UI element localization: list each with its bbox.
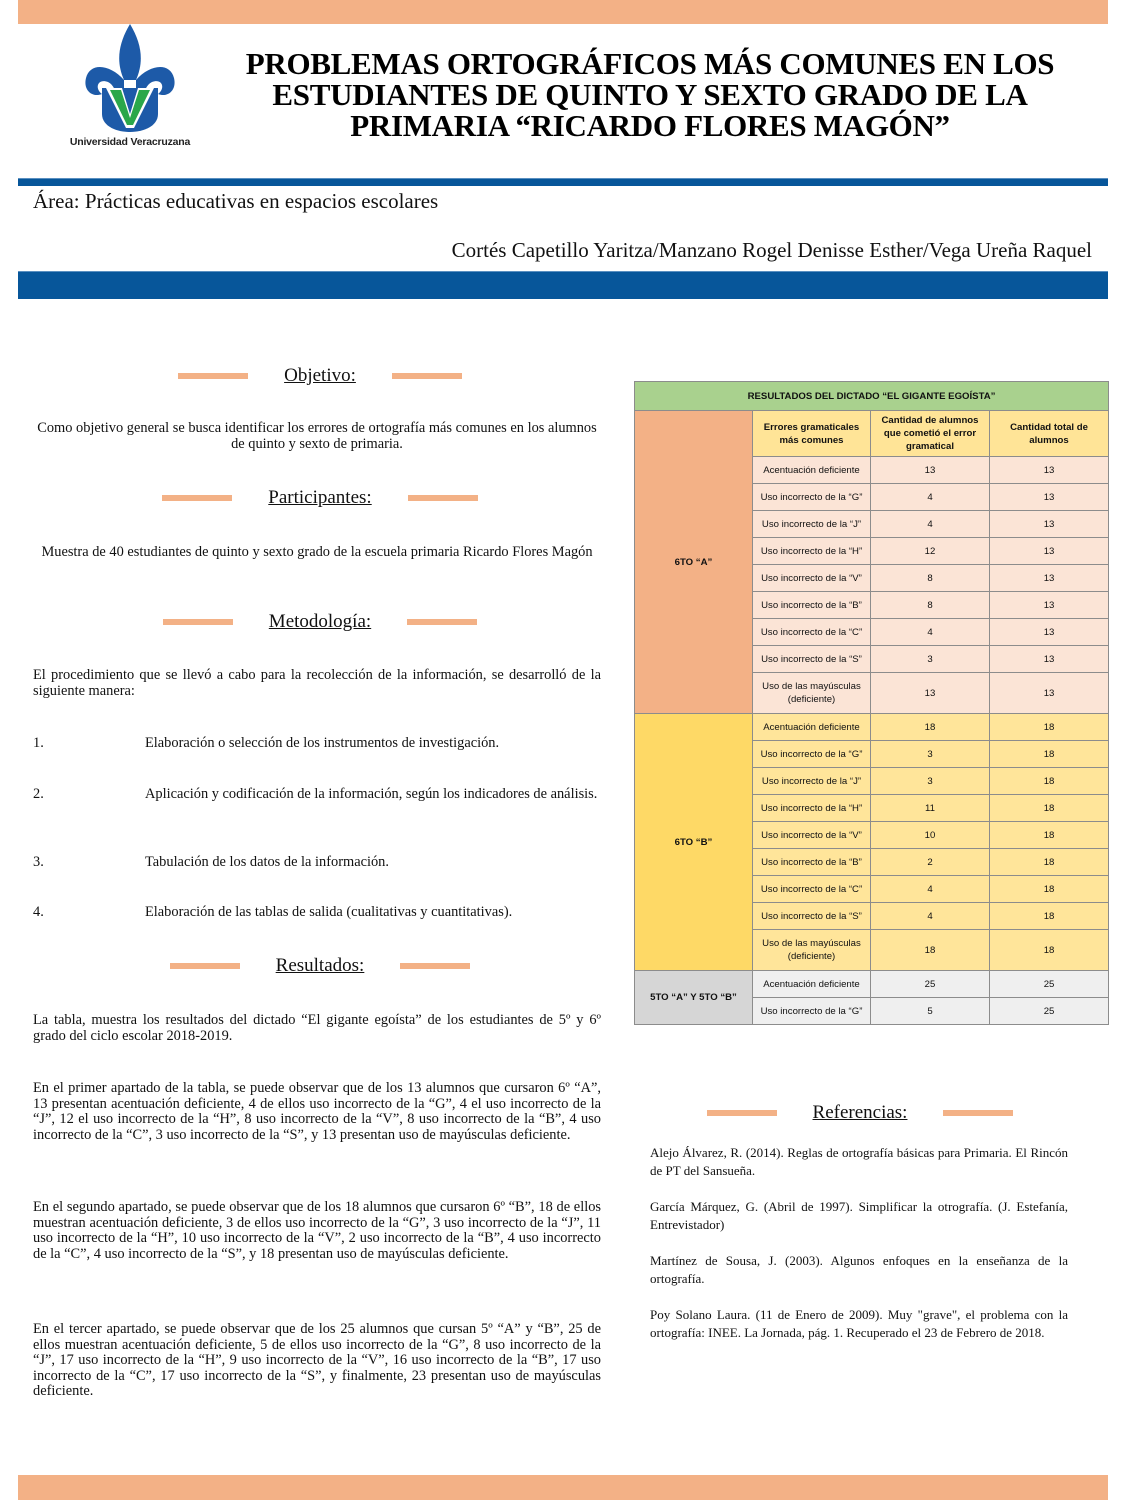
heading-label: Participantes:: [268, 487, 372, 508]
accent-dash: [407, 619, 477, 625]
count-cell: 13: [871, 457, 990, 484]
total-cell: 18: [990, 903, 1109, 930]
total-cell: 13: [990, 538, 1109, 565]
step-number: 4.: [33, 904, 44, 920]
count-cell: 18: [871, 930, 990, 971]
count-cell: 10: [871, 822, 990, 849]
count-cell: 12: [871, 538, 990, 565]
title-line: PROBLEMAS ORTOGRÁFICOS MÁS COMUNES EN LOS: [245, 46, 1055, 81]
error-cell: Uso incorrecto de la “C”: [753, 876, 871, 903]
error-cell: Uso incorrecto de la “V”: [753, 565, 871, 592]
section-heading-participantes: [20, 487, 620, 509]
heading-label: Resultados:: [275, 955, 365, 976]
table-caption: RESULTADOS DEL DICTADO “EL GIGANTE EGOÍSTA”: [635, 382, 1109, 411]
resultados-paragraph: La tabla, muestra los resultados del dictado “El gigante egoísta” de los estudiantes de 5º y 6º grado del ciclo escolar 2018-2019.: [33, 1012, 601, 1044]
count-cell: 4: [871, 484, 990, 511]
count-cell: 5: [871, 998, 990, 1025]
section-heading-resultados: [20, 955, 620, 977]
step-text: Elaboración de las tablas de salida (cualitativas y cuantitativas).: [145, 904, 513, 920]
error-cell: Uso incorrecto de la “S”: [753, 903, 871, 930]
count-cell: 4: [871, 619, 990, 646]
reference-item: Martínez de Sousa, J. (2003). Algunos enfoques en la enseñanza de la ortografía.: [650, 1253, 1068, 1286]
count-cell: 2: [871, 849, 990, 876]
heading-label: Metodología:: [268, 611, 372, 632]
total-cell: 13: [990, 457, 1109, 484]
total-cell: 18: [990, 768, 1109, 795]
total-cell: 13: [990, 619, 1109, 646]
method-step: [33, 855, 601, 871]
method-step: [33, 787, 601, 803]
total-cell: 18: [990, 714, 1109, 741]
error-cell: Uso de las mayúsculas (deficiente): [753, 930, 871, 971]
accent-dash: [170, 963, 240, 969]
reference-item: Alejo Álvarez, R. (2014). Reglas de ortografía básicas para Primaria. El Rincón de PT del Sansueña.: [650, 1145, 1068, 1178]
step-number: 3.: [33, 854, 44, 870]
count-cell: 25: [871, 971, 990, 998]
reference-item: Poy Solano Laura. (11 de Enero de 2009). Muy "grave", el problema con la ortografía: INEE. La Jornada, pág. 1. Recuperado el 23 de Febrero de 2018.: [650, 1307, 1068, 1340]
count-cell: 8: [871, 592, 990, 619]
count-cell: 11: [871, 795, 990, 822]
step-number: 2.: [33, 786, 44, 802]
count-cell: 3: [871, 646, 990, 673]
step-number: 1.: [33, 735, 44, 751]
table-row: [635, 971, 1109, 998]
total-cell: 25: [990, 998, 1109, 1025]
accent-dash: [162, 495, 232, 501]
count-cell: 4: [871, 903, 990, 930]
section-heading-referencias: [640, 1102, 1080, 1124]
error-cell: Uso incorrecto de la “C”: [753, 619, 871, 646]
count-cell: 3: [871, 768, 990, 795]
column-header: Cantidad de alumnos que cometió el error gramatical: [871, 411, 990, 457]
resultados-paragraph: En el primer apartado de la tabla, se puede observar que de los 13 alumnos que cursaron 6º “A”, 13 presentan acentuación deficiente, 4 de ellos uso incorrecto de la “G”, 4 el uso incorrecto de la “J”, 12 el uso incorrecto de la “H”, 8 uso incorrecto de la “V”, 8 uso incorrecto de la “B”, 4 uso incorrecto de la “C”, 3 uso incorrecto de la “S”, y 13 presentan uso de mayúsculas deficiente.: [33, 1080, 601, 1143]
column-header: Cantidad total de alumnos: [990, 411, 1109, 457]
error-cell: Uso incorrecto de la “B”: [753, 592, 871, 619]
count-cell: 18: [871, 714, 990, 741]
total-cell: 13: [990, 511, 1109, 538]
error-cell: Uso incorrecto de la “H”: [753, 795, 871, 822]
total-cell: 18: [990, 741, 1109, 768]
group-label-5ab: 5TO “A” Y 5TO “B”: [635, 971, 753, 1025]
step-text: Elaboración o selección de los instrumentos de investigación.: [145, 735, 500, 751]
total-cell: 25: [990, 971, 1109, 998]
error-cell: Uso incorrecto de la “G”: [753, 998, 871, 1025]
total-cell: 13: [990, 673, 1109, 714]
participantes-text: Muestra de 40 estudiantes de quinto y sexto grado de la escuela primaria Ricardo Flores Magón: [41, 544, 593, 560]
count-cell: 8: [871, 565, 990, 592]
step-text: Aplicación y codificación de la información, según los indicadores de análisis.: [145, 786, 598, 802]
section-heading-objetivo: [20, 365, 620, 387]
error-cell: Uso de las mayúsculas (deficiente): [753, 673, 871, 714]
total-cell: 18: [990, 822, 1109, 849]
university-logo: [55, 22, 205, 152]
area-label: Área: Prácticas educativas en espacios escolares: [33, 189, 439, 213]
error-cell: Acentuación deficiente: [753, 971, 871, 998]
divider-rule: [18, 271, 1108, 299]
title-line: ESTUDIANTES DE QUINTO Y SEXTO GRADO DE LA: [272, 77, 1028, 112]
accent-dash: [707, 1110, 777, 1116]
error-cell: Uso incorrecto de la “G”: [753, 484, 871, 511]
heading-label: Referencias:: [812, 1102, 908, 1123]
accent-dash: [408, 495, 478, 501]
total-cell: 18: [990, 849, 1109, 876]
authors: Cortés Capetillo Yaritza/Manzano Rogel Denisse Esther/Vega Ureña Raquel: [451, 238, 1092, 262]
group-label-6b: 6TO “B”: [635, 714, 753, 971]
resultados-paragraph: En el tercer apartado, se puede observar que de los 25 alumnos que cursan 5º “A” y “B”, 25 de ellos muestran acentuación deficiente, 5 de ellos uso incorrecto de la “G”, 8 uso incorrecto de la “J”, 17 uso incorrecto de la “H”, 9 uso incorrecto de la “V”, 16 uso incorrecto de la “B”, 17 uso incorrecto de la “C”, 17 uso incorrecto de la “S”, y finalmente, 23 presentan uso de mayúsculas deficiente.: [33, 1321, 601, 1399]
fleur-de-lis-icon: [80, 22, 180, 134]
resultados-paragraph: En el segundo apartado, se puede observar que de los 18 alumnos que cursaron 6º “B”, 18 de ellos muestran acentuación deficiente, 3 de ellos uso incorrecto de la “G”, 3 uso incorrecto de la “J”, 11 uso incorrecto de la “H”, 10 uso incorrecto de la “V”, 2 uso incorrecto de la “B”, 4 uso incorrecto de la “C”, 4 uso incorrecto de la “S”, y 18 presentan uso de mayúsculas deficiente.: [33, 1199, 601, 1262]
error-cell: Uso incorrecto de la “G”: [753, 741, 871, 768]
poster-title: [200, 48, 1100, 141]
error-cell: Acentuación deficiente: [753, 457, 871, 484]
error-cell: Uso incorrecto de la “S”: [753, 646, 871, 673]
method-step: [33, 736, 601, 752]
error-cell: Uso incorrecto de la “J”: [753, 511, 871, 538]
metodologia-intro: El procedimiento que se llevó a cabo para la recolección de la información, se desarrolló de la siguiente manera:: [33, 667, 601, 699]
error-cell: Uso incorrecto de la “J”: [753, 768, 871, 795]
total-cell: 18: [990, 795, 1109, 822]
total-cell: 13: [990, 484, 1109, 511]
divider-rule: [18, 178, 1108, 186]
accent-dash: [943, 1110, 1013, 1116]
error-cell: Uso incorrecto de la “H”: [753, 538, 871, 565]
total-cell: 13: [990, 592, 1109, 619]
objetivo-text: Como objetivo general se busca identificar los errores de ortografía más comunes en los alumnos de quinto y sexto de primaria.: [37, 420, 597, 452]
accent-dash: [400, 963, 470, 969]
bottom-accent-bar: [18, 1475, 1108, 1500]
top-accent-bar: [18, 0, 1108, 24]
count-cell: 4: [871, 876, 990, 903]
accent-dash: [163, 619, 233, 625]
heading-label: Objetivo:: [284, 365, 356, 386]
group-label-6a: 6TO “A”: [635, 411, 753, 714]
column-header: Errores gramaticales más comunes: [753, 411, 871, 457]
count-cell: 4: [871, 511, 990, 538]
count-cell: 13: [871, 673, 990, 714]
accent-dash: [392, 373, 462, 379]
total-cell: 13: [990, 565, 1109, 592]
error-cell: Acentuación deficiente: [753, 714, 871, 741]
total-cell: 13: [990, 646, 1109, 673]
error-cell: Uso incorrecto de la “B”: [753, 849, 871, 876]
step-text: Tabulación de los datos de la información.: [145, 854, 389, 870]
error-cell: Uso incorrecto de la “V”: [753, 822, 871, 849]
section-heading-metodologia: [20, 611, 620, 633]
count-cell: 3: [871, 741, 990, 768]
accent-dash: [178, 373, 248, 379]
reference-item: García Márquez, G. (Abril de 1997). Simplificar la otrografía. (J. Estefanía, Entrevistador): [650, 1199, 1068, 1232]
title-line: PRIMARIA “RICARDO FLORES MAGÓN”: [350, 108, 950, 143]
total-cell: 18: [990, 876, 1109, 903]
method-step: [33, 905, 601, 921]
table-row: [635, 714, 1109, 741]
results-table: [634, 381, 1109, 1025]
total-cell: 18: [990, 930, 1109, 971]
logo-text: Universidad Veracruzana: [69, 136, 191, 148]
